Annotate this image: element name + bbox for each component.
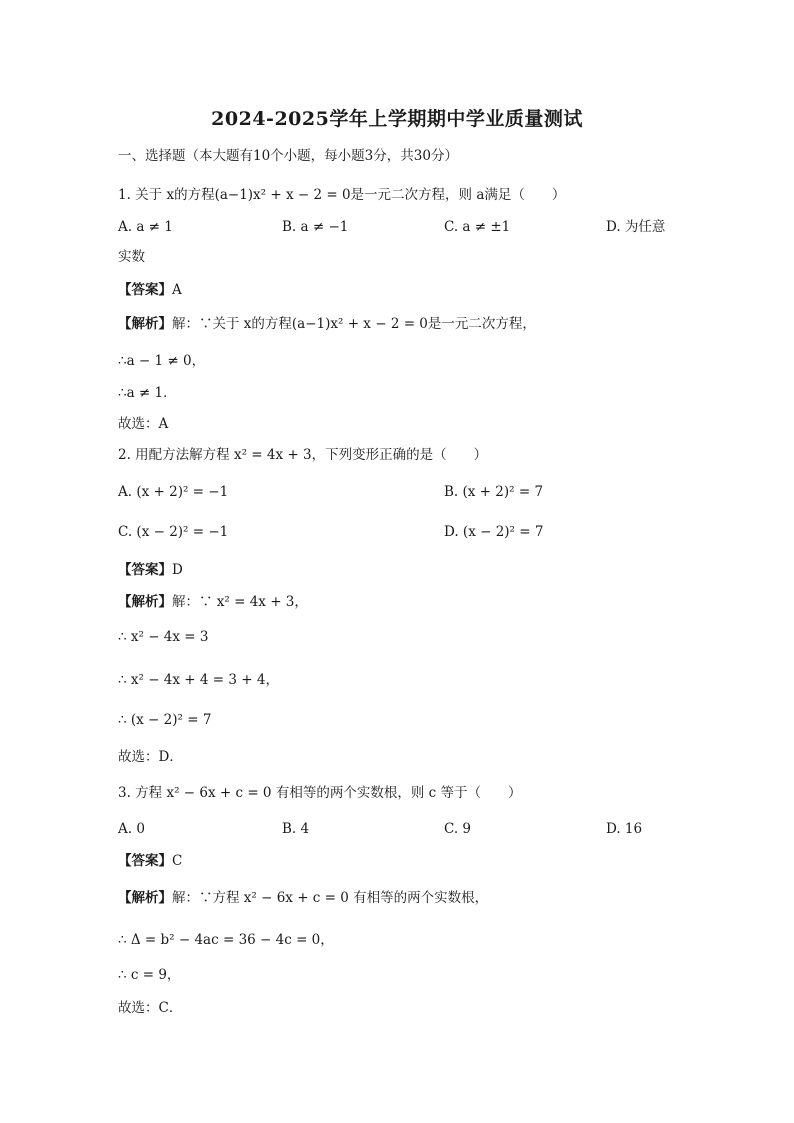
q2-option-c: C. (x − 2)² = −1 xyxy=(118,524,229,540)
q1-option-b: B. a ≠ −1 xyxy=(282,219,349,235)
q3-answer xyxy=(118,851,182,871)
q3-option-d: D. 16 xyxy=(606,821,643,837)
section-heading: 一、选择题（本大题有10个小题，每小题3分，共30分） xyxy=(118,148,458,164)
q1-option-c: C. a ≠ ±1 xyxy=(444,219,511,235)
answer-tag: 【答案】 xyxy=(118,562,172,578)
analysis-text: 解：∵ x² = 4x + 3， xyxy=(172,594,308,610)
analysis-tag: 【解析】 xyxy=(118,316,172,332)
q3-analysis xyxy=(118,888,488,908)
analysis-text: 解：∵关于 x的方程(a−1)x² + x − 2 = 0是一元二次方程， xyxy=(172,316,536,332)
q3-step-2: ∴ c = 9， xyxy=(118,967,181,983)
q3-option-b: B. 4 xyxy=(282,821,310,837)
answer-value: D xyxy=(172,562,183,578)
q2-option-a: A. (x + 2)² = −1 xyxy=(118,484,229,500)
q2-step-3: ∴ (x − 2)² = 7 xyxy=(118,712,212,728)
q2-option-b: B. (x + 2)² = 7 xyxy=(444,484,544,500)
answer-tag: 【答案】 xyxy=(118,282,172,298)
question-3-stem: 3. 方程 x² − 6x + c = 0 有相等的两个实数根，则 c 等于（ ） xyxy=(118,785,522,801)
q1-conclusion: 故选：A xyxy=(118,416,169,432)
q2-answer xyxy=(118,560,183,580)
analysis-tag: 【解析】 xyxy=(118,594,172,610)
q1-analysis xyxy=(118,314,536,334)
q3-conclusion: 故选：C． xyxy=(118,1000,183,1016)
q1-answer xyxy=(118,280,182,300)
analysis-tag: 【解析】 xyxy=(118,890,172,906)
answer-value: C xyxy=(172,853,183,869)
answer-value: A xyxy=(172,282,182,298)
question-2-stem: 2. 用配方法解方程 x² = 4x + 3，下列变形正确的是（ ） xyxy=(118,447,488,463)
answer-tag: 【答案】 xyxy=(118,853,172,869)
q3-step-1: ∴ Δ = b² − 4ac = 36 − 4c = 0， xyxy=(118,932,334,948)
q2-analysis xyxy=(118,592,308,612)
q2-option-d: D. (x − 2)² = 7 xyxy=(444,524,544,540)
q2-step-1: ∴ x² − 4x = 3 xyxy=(118,629,209,645)
question-1-stem: 1. 关于 x的方程(a−1)x² + x − 2 = 0是一元二次方程，则 a满足（ ） xyxy=(118,187,566,203)
q1-option-d: D. 为任意 xyxy=(606,219,666,235)
q1-option-a: A. a ≠ 1 xyxy=(118,219,173,235)
q3-option-c: C. 9 xyxy=(444,821,472,837)
exam-title: 2024-2025学年上学期期中学业质量测试 xyxy=(211,108,583,130)
analysis-text: 解：∵方程 x² − 6x + c = 0 有相等的两个实数根， xyxy=(172,890,489,906)
q2-conclusion: 故选：D． xyxy=(118,749,183,765)
q1-step-1: ∴a − 1 ≠ 0， xyxy=(118,353,206,369)
q1-step-2: ∴a ≠ 1． xyxy=(118,385,177,401)
q1-option-d-wrap: 实数 xyxy=(118,249,145,265)
q2-step-2: ∴ x² − 4x + 4 = 3 + 4， xyxy=(118,672,279,688)
q3-option-a: A. 0 xyxy=(118,821,145,837)
